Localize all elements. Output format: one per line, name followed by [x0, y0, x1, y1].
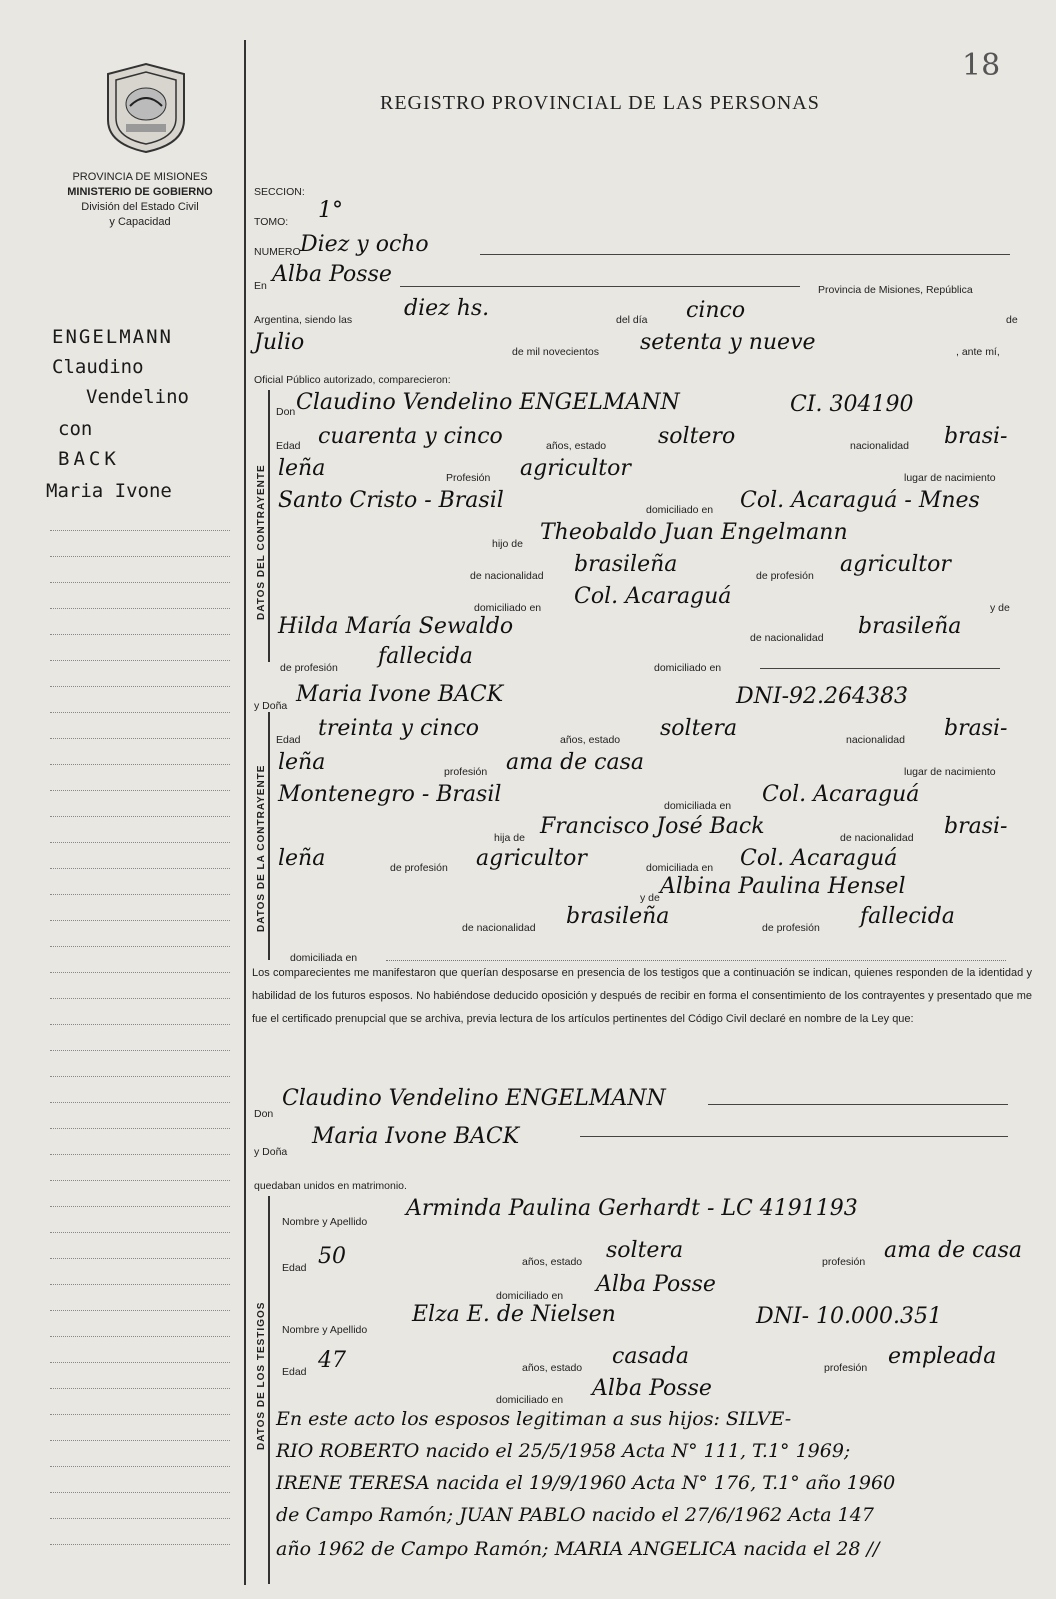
value-numero: Diez y ocho	[300, 232, 429, 257]
label-groom-age: Edad	[276, 440, 301, 452]
note-line-4: de Campo Ramón; JUAN PABLO nacido el 27/6/1962 Acta 147	[276, 1504, 874, 1526]
margin-name-bride: Maria Ivone	[46, 480, 172, 502]
label-seccion: SECCION:	[254, 186, 305, 198]
label-y-de-2: y de	[640, 892, 660, 904]
label-w2-age: Edad	[282, 1366, 307, 1378]
label-provincia: Provincia de Misiones, República	[818, 284, 973, 296]
bride-domicile: Col. Acaraguá	[762, 782, 920, 807]
note-line-1: En este acto los esposos legitiman a sus hijos: SILVE-	[276, 1408, 792, 1430]
label-bride-status: años, estado	[560, 734, 621, 746]
label-mother-profession: de profesión	[280, 662, 338, 674]
groom-status: soltero	[658, 424, 736, 449]
groom-mother-nationality: brasileña	[858, 614, 962, 639]
note-line-5: año 1962 de Campo Ramón; MARIA ANGELICA nacida el 28 //	[276, 1538, 880, 1560]
label-dfather-nationality: de nacionalidad	[840, 832, 914, 844]
label-dfather-profession: de profesión	[390, 862, 448, 874]
groom-mother: Hilda María Sewaldo	[278, 614, 514, 639]
bride-father-nationality-1: brasi-	[944, 814, 1008, 839]
label-father-nationality: de nacionalidad	[470, 570, 544, 582]
groom-birthplace: Santo Cristo - Brasil	[278, 488, 504, 513]
issuing-authority	[40, 170, 240, 230]
label-w2-domicile: domiciliado en	[496, 1394, 564, 1406]
org-capacity: y Capacidad	[109, 216, 171, 228]
witness2-age: 47	[318, 1348, 346, 1373]
label-dmother-domicile: domiciliada en	[290, 952, 358, 964]
label-groom-nationality: nacionalidad	[850, 440, 909, 452]
provincial-seal-icon	[100, 60, 192, 156]
label-don: Don	[276, 406, 296, 418]
groom-id: CI. 304190	[790, 392, 914, 417]
margin-rule	[244, 40, 246, 1585]
label-argentina: Argentina, siendo las	[254, 314, 353, 326]
value-anio: setenta y nueve	[640, 330, 816, 355]
witness1-status: soltera	[606, 1238, 684, 1263]
value-lugar: Alba Posse	[272, 262, 392, 287]
label-quedaban: quedaban unidos en matrimonio.	[254, 1180, 407, 1192]
bride-name-final: Maria Ivone BACK	[312, 1124, 520, 1149]
label-de: de	[1006, 314, 1018, 326]
label-w2-name: Nombre y Apellido	[282, 1324, 368, 1336]
bride-nationality-1: brasi-	[944, 716, 1008, 741]
bride-birthplace: Montenegro - Brasil	[278, 782, 502, 807]
label-bride-birthplace: lugar de nacimiento	[904, 766, 996, 778]
value-dia: cinco	[686, 298, 746, 323]
bride-status: soltera	[660, 716, 738, 741]
bride-id: DNI-92.264383	[736, 684, 908, 709]
org-ministry: MINISTERIO DE GOBIERNO	[67, 186, 213, 198]
witness2-id: DNI- 10.000.351	[756, 1304, 942, 1329]
bride-father-profession: agricultor	[476, 846, 587, 871]
bride-profession: ama de casa	[506, 750, 645, 775]
witness2-domicile: Alba Posse	[592, 1376, 712, 1401]
margin-name-groom-1: Claudino	[52, 356, 144, 378]
label-w2-profession: profesión	[824, 1362, 868, 1374]
label-tomo: TOMO:	[254, 216, 289, 228]
label-dmother-nationality: de nacionalidad	[462, 922, 536, 934]
label-ante-mi: , ante mí,	[956, 346, 1000, 358]
org-division: División del Estado Civil	[81, 201, 199, 213]
label-dmother-profession: de profesión	[762, 922, 820, 934]
label-w1-name: Nombre y Apellido	[282, 1216, 368, 1228]
bride-name: Maria Ivone BACK	[296, 682, 504, 707]
bride-mother: Albina Paulina Hensel	[660, 874, 906, 899]
label-bride-nationality: nacionalidad	[846, 734, 905, 746]
note-line-3: IRENE TERESA nacida el 19/9/1960 Acta N° 176, T.1° año 1960	[276, 1472, 896, 1494]
bride-father: Francisco José Back	[540, 814, 765, 839]
witnesses-bracket	[268, 1196, 270, 1584]
witness1-profession: ama de casa	[884, 1238, 1023, 1263]
org-province: PROVINCIA DE MISIONES	[72, 171, 208, 183]
bride-age: treinta y cinco	[318, 716, 480, 741]
margin-surname-bride: BACK	[58, 448, 120, 470]
label-w1-profession: profesión	[822, 1256, 866, 1268]
label-bride-age: Edad	[276, 734, 301, 746]
label-y-de: y de	[990, 602, 1010, 614]
label-mother-domicile: domiciliado en	[654, 662, 722, 674]
bride-nationality-2: leña	[278, 750, 326, 775]
label-groom-profession: Profesión	[446, 472, 491, 484]
witnesses-section-label: DATOS DE LOS TESTIGOS	[256, 1301, 267, 1450]
groom-mother-profession: fallecida	[378, 644, 473, 669]
label-father-profession: de profesión	[756, 570, 814, 582]
label-w1-status: años, estado	[522, 1256, 583, 1268]
bride-bracket	[268, 712, 270, 960]
label-mother-nationality: de nacionalidad	[750, 632, 824, 644]
declaration-paragraph: Los comparecientes me manifestaron que querían desposarse en presencia de los testigos que a continuación se indican, quienes responden de la identidad y habilidad de los futuros esposos. No habiéndose deducido oposición y después de recibir en forma el consentimiento de los contrayentes y presentado que me fue el certificado prenupcial que se archiva, previa lectura de los artículos pertinentes del Código Civil declaré en nombre de la Ley que:	[252, 967, 1032, 1025]
label-don-final: Don	[254, 1108, 274, 1120]
groom-father-domicile: Col. Acaraguá	[574, 584, 732, 609]
note-line-2: RIO ROBERTO nacido el 25/5/1958 Acta N° 111, T.1° 1969;	[276, 1440, 851, 1462]
witness2-name: Elza E. de Nielsen	[412, 1302, 616, 1327]
margin-name-groom-2: Vendelino	[86, 386, 189, 408]
value-mes: Julio	[254, 330, 305, 355]
label-dfather-domicile: domiciliada en	[646, 862, 714, 874]
label-dona-final: y Doña	[254, 1146, 288, 1158]
witness2-status: casada	[612, 1344, 690, 1369]
label-numero: NUMERO	[254, 246, 301, 258]
label-de-mil: de mil novecientos	[512, 346, 599, 358]
bride-father-nationality-2: leña	[278, 846, 326, 871]
bride-section-label: DATOS DE LA CONTRAYENTE	[256, 764, 267, 932]
label-bride-domicile: domiciliada en	[664, 800, 732, 812]
value-hora: diez hs.	[404, 296, 490, 321]
groom-domicile: Col. Acaraguá - Mnes	[740, 488, 980, 513]
label-groom-domicile: domiciliado en	[646, 504, 714, 516]
bride-mother-nationality: brasileña	[566, 904, 670, 929]
label-del-dia: del día	[616, 314, 648, 326]
witness1-name: Arminda Paulina Gerhardt - LC 4191193	[406, 1196, 858, 1221]
label-groom-status: años, estado	[546, 440, 607, 452]
margin-surname-groom: ENGELMANN	[52, 326, 173, 348]
label-father-domicile: domiciliado en	[474, 602, 542, 614]
groom-profession: agricultor	[520, 456, 631, 481]
label-hija-de: hija de	[494, 832, 525, 844]
label-w1-age: Edad	[282, 1262, 307, 1274]
witness1-domicile: Alba Posse	[596, 1272, 716, 1297]
groom-name-final: Claudino Vendelino ENGELMANN	[282, 1086, 666, 1111]
groom-father-profession: agricultor	[840, 552, 951, 577]
label-w1-domicile: domiciliado en	[496, 1290, 564, 1302]
groom-nationality-2: leña	[278, 456, 326, 481]
groom-father: Theobaldo Juan Engelmann	[540, 520, 848, 545]
groom-age: cuarenta y cinco	[318, 424, 503, 449]
label-groom-birthplace: lugar de nacimiento	[904, 472, 996, 484]
bride-father-domicile: Col. Acaraguá	[740, 846, 898, 871]
label-oficial: Oficial Público autorizado, comparecieron:	[254, 374, 451, 386]
label-en: En	[254, 280, 267, 292]
groom-name: Claudino Vendelino ENGELMANN	[296, 390, 680, 415]
witness2-profession: empleada	[888, 1344, 997, 1369]
value-tomo: 1°	[318, 198, 343, 223]
groom-nationality-1: brasi-	[944, 424, 1008, 449]
margin-conjunction: con	[58, 418, 93, 440]
page-title: REGISTRO PROVINCIAL DE LAS PERSONAS	[380, 92, 820, 114]
bride-mother-profession: fallecida	[860, 904, 955, 929]
label-y-dona: y Doña	[254, 700, 288, 712]
groom-section-label: DATOS DEL CONTRAYENTE	[256, 464, 267, 620]
groom-father-nationality: brasileña	[574, 552, 678, 577]
label-w2-status: años, estado	[522, 1362, 583, 1374]
label-bride-profession: profesión	[444, 766, 488, 778]
witness1-age: 50	[318, 1244, 346, 1269]
groom-bracket	[268, 390, 270, 662]
page-number: 18	[962, 48, 1001, 83]
label-hijo-de: hijo de	[492, 538, 523, 550]
